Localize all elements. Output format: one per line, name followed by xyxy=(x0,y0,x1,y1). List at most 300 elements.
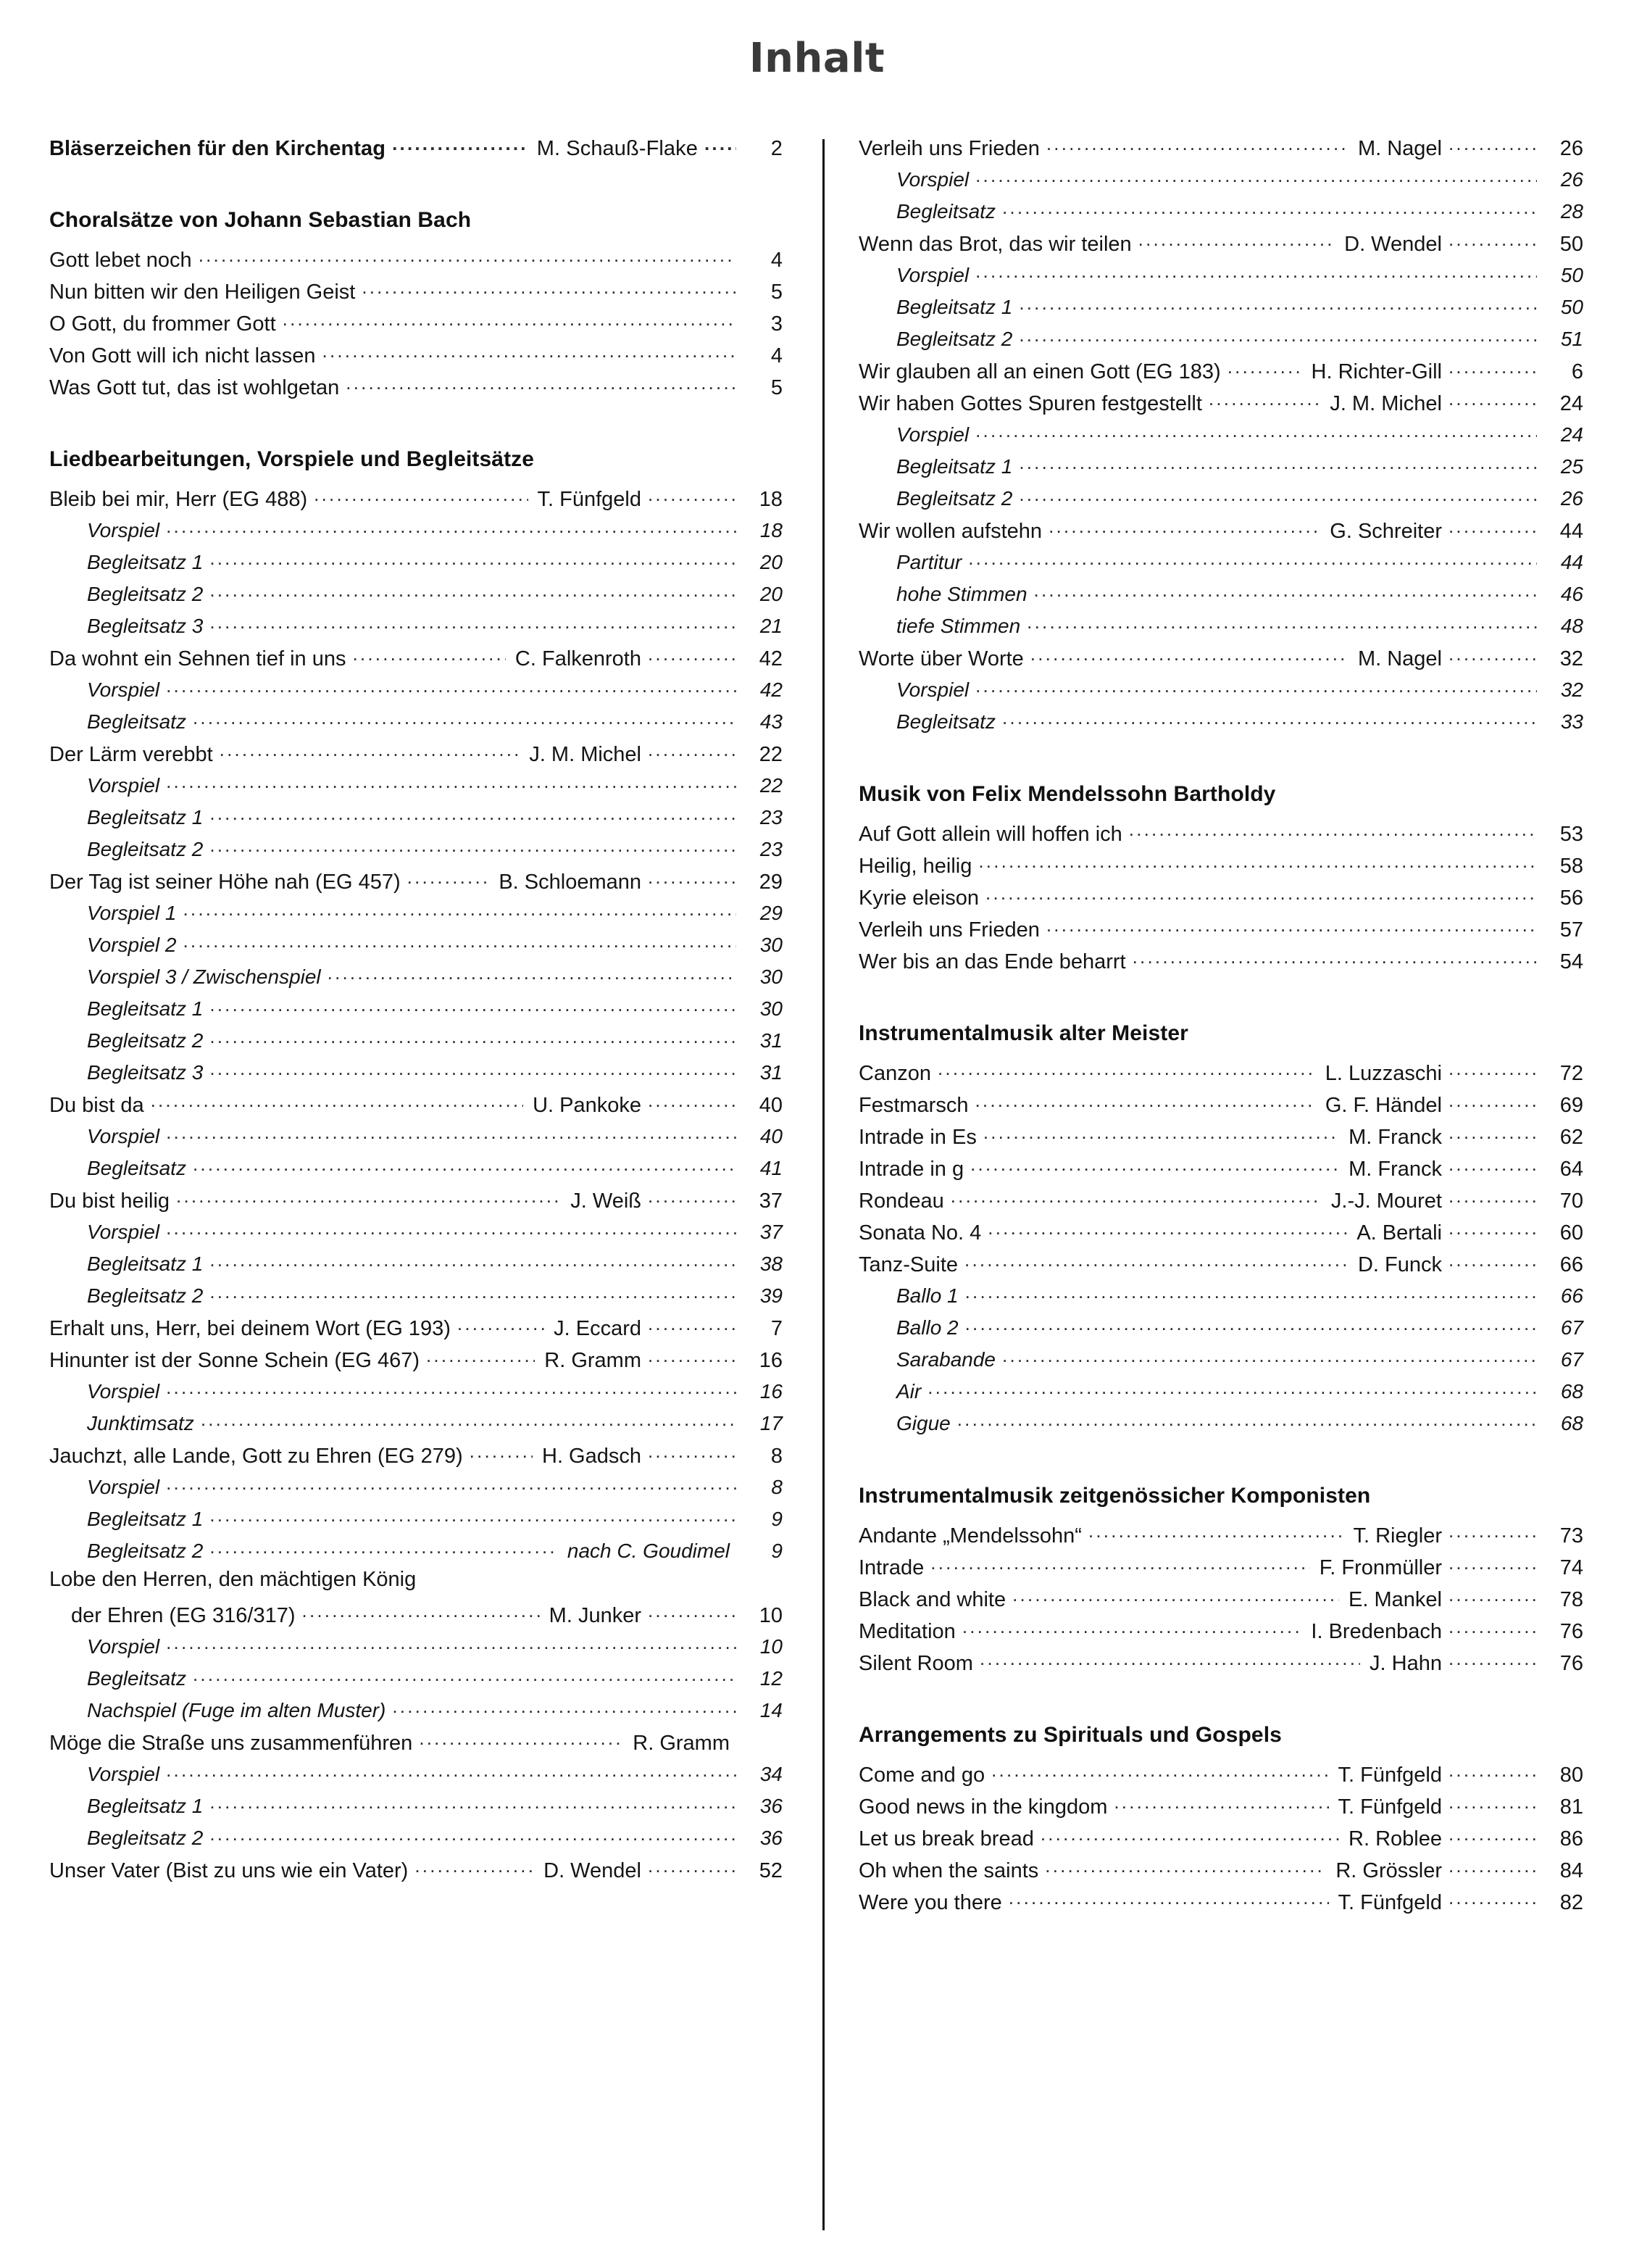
toc-section-entry[interactable] xyxy=(49,134,783,166)
toc-entry[interactable] xyxy=(49,740,783,772)
toc-sub-entry[interactable] xyxy=(859,421,1583,453)
toc-sub-entry[interactable] xyxy=(49,1793,783,1824)
dot-leader-secondary xyxy=(1448,1250,1537,1271)
entry-page-number: 26 xyxy=(1560,168,1583,191)
toc-sub-entry[interactable] xyxy=(49,549,783,581)
toc-entry[interactable] xyxy=(859,1059,1583,1091)
entry-title: Nachspiel (Fuge im alten Muster) xyxy=(87,1699,386,1721)
toc-sub-entry[interactable] xyxy=(49,1059,783,1091)
entry-title: Begleitsatz 2 xyxy=(87,1029,204,1052)
entry-author: M. Franck xyxy=(1349,1158,1442,1181)
dot-leader xyxy=(928,1378,1537,1398)
entry-title: Unser Vater (Bist zu uns wie ein Vater) xyxy=(49,1859,409,1882)
entry-title: Begleitsatz 2 xyxy=(87,838,204,860)
dot-leader xyxy=(1088,1521,1344,1542)
entry-title: Ballo 1 xyxy=(896,1284,959,1307)
entry-page-number: 18 xyxy=(759,519,783,541)
toc-entry[interactable] xyxy=(859,1250,1583,1282)
entry-author: C. Falkenroth xyxy=(514,647,641,670)
entry-title: Begleitsatz 2 xyxy=(87,1540,204,1562)
dot-leader-secondary xyxy=(1448,1155,1537,1176)
entry-page-number: 30 xyxy=(759,965,783,988)
entry-title: O Gott, du frommer Gott xyxy=(49,312,276,336)
toc-sub-entry[interactable] xyxy=(49,1537,783,1569)
entry-title: Wir haben Gottes Spuren festgestellt xyxy=(859,392,1202,415)
toc-entry[interactable] xyxy=(49,373,783,405)
entry-title: Begleitsatz 1 xyxy=(87,1508,204,1530)
entry-title: Intrade in g xyxy=(859,1158,964,1181)
toc-sub-entry[interactable] xyxy=(49,581,783,612)
entry-page-number: 10 xyxy=(759,1635,783,1658)
toc-sub-entry[interactable] xyxy=(49,1378,783,1410)
entry-author: J. M. Michel xyxy=(1330,392,1442,415)
toc-sub-entry[interactable] xyxy=(49,963,783,995)
toc-entry[interactable] xyxy=(859,1888,1583,1920)
dot-leader-secondary xyxy=(648,1601,736,1622)
entry-title: Partitur xyxy=(896,551,962,573)
entry-page-number: 4 xyxy=(770,249,783,272)
entry-title: Der Tag ist seiner Höhe nah (EG 457) xyxy=(49,871,401,894)
toc-sub-entry[interactable] xyxy=(49,931,783,963)
entry-page-number: 53 xyxy=(1559,823,1583,846)
dot-leader xyxy=(1045,1856,1326,1877)
dot-leader xyxy=(1049,517,1320,538)
entry-title: Ballo 2 xyxy=(896,1316,959,1339)
entry-title: Were you there xyxy=(859,1891,1002,1914)
dot-leader xyxy=(193,708,736,728)
entry-page-number: 67 xyxy=(1560,1348,1583,1371)
entry-page-number: 62 xyxy=(1559,1126,1583,1149)
dot-leader xyxy=(991,1761,1328,1782)
toc-sub-entry[interactable] xyxy=(49,1633,783,1665)
entry-title: Wir wollen aufstehn xyxy=(859,520,1043,543)
dot-leader xyxy=(414,1856,534,1877)
toc-sub-entry[interactable] xyxy=(49,1218,783,1250)
toc-entry[interactable] xyxy=(859,1187,1583,1218)
entry-author: R. Gramm xyxy=(544,1349,641,1372)
dot-leader xyxy=(419,1729,623,1750)
entry-author: G. F. Händel xyxy=(1325,1094,1442,1117)
entry-author: H. Gadsch xyxy=(542,1445,641,1468)
toc-sub-entry[interactable] xyxy=(859,708,1583,740)
dot-leader xyxy=(183,900,736,920)
entry-author: M. Schauß-Flake xyxy=(536,137,698,160)
entry-title: Bleib bei mir, Herr (EG 488) xyxy=(49,488,308,511)
dot-leader xyxy=(209,836,736,856)
toc-entry[interactable] xyxy=(49,310,783,341)
toc-sub-entry[interactable] xyxy=(49,1505,783,1537)
section-heading: Instrumentalmusik zeitgenössicher Komponisten xyxy=(859,1484,1371,1508)
toc-sub-entry[interactable] xyxy=(859,1314,1583,1346)
toc-entry[interactable] xyxy=(49,278,783,310)
entry-title: Begleitsatz 1 xyxy=(896,455,1013,478)
toc-entry[interactable] xyxy=(859,1793,1583,1824)
dot-leader xyxy=(1034,581,1537,601)
entry-page-number: 40 xyxy=(759,1125,783,1147)
toc-sub-entry[interactable] xyxy=(49,772,783,804)
dot-leader xyxy=(1114,1793,1328,1814)
entry-page-number: 20 xyxy=(759,551,783,573)
dot-leader-secondary xyxy=(648,868,736,889)
dot-leader xyxy=(201,1410,736,1430)
toc-entry[interactable] xyxy=(859,1761,1583,1793)
dot-leader xyxy=(1133,947,1537,968)
entry-title: Festmarsch xyxy=(859,1094,969,1117)
dot-leader-secondary xyxy=(704,134,736,155)
toc-sub-entry[interactable] xyxy=(859,612,1583,644)
entry-page-number: 23 xyxy=(759,806,783,828)
toc-sub-entry[interactable] xyxy=(859,198,1583,230)
entry-title: Begleitsatz 1 xyxy=(87,1795,204,1817)
section-entries xyxy=(49,485,783,1888)
toc-sub-entry[interactable] xyxy=(49,1250,783,1282)
toc-sub-entry[interactable] xyxy=(49,836,783,868)
dot-leader xyxy=(166,517,736,537)
dot-leader xyxy=(983,1123,1339,1144)
toc-sub-entry[interactable] xyxy=(49,900,783,931)
entry-title: Good news in the kingdom xyxy=(859,1795,1108,1819)
entry-title: Was Gott tut, das ist wohlgetan xyxy=(49,376,340,399)
dot-leader xyxy=(980,1649,1360,1670)
dot-leader xyxy=(930,1553,1310,1574)
dot-leader xyxy=(209,1059,736,1079)
entry-page-number: 32 xyxy=(1560,678,1583,701)
toc-sub-entry[interactable] xyxy=(49,1474,783,1505)
toc-sub-entry[interactable] xyxy=(49,1155,783,1187)
entry-page-number: 50 xyxy=(1560,264,1583,286)
dot-leader-secondary xyxy=(1448,517,1537,538)
dot-leader xyxy=(362,278,736,299)
toc-sub-entry[interactable] xyxy=(49,612,783,644)
dot-leader xyxy=(1012,1585,1339,1606)
dot-leader xyxy=(975,421,1537,441)
entry-page-number: 76 xyxy=(1559,1652,1583,1675)
toc-sub-entry[interactable] xyxy=(859,262,1583,294)
toc-entry[interactable] xyxy=(49,1346,783,1378)
toc-sub-entry[interactable] xyxy=(859,485,1583,517)
toc-entry[interactable] xyxy=(859,1856,1583,1888)
entry-title: Wer bis an das Ende beharrt xyxy=(859,950,1126,973)
toc-entry[interactable] xyxy=(49,246,783,278)
entry-page-number: 24 xyxy=(1560,423,1583,446)
entry-author: R. Roblee xyxy=(1349,1827,1442,1850)
dot-leader xyxy=(968,549,1537,569)
entry-title: Begleitsatz xyxy=(87,1667,186,1690)
dot-leader-secondary xyxy=(1448,1091,1537,1112)
toc-entry[interactable] xyxy=(49,485,783,517)
dot-leader xyxy=(470,1442,533,1463)
entry-title: Gigue xyxy=(896,1412,951,1434)
entry-page-number: 74 xyxy=(1559,1556,1583,1579)
toc-entry[interactable] xyxy=(49,341,783,373)
toc-entry[interactable] xyxy=(859,915,1583,947)
dot-leader xyxy=(328,963,736,984)
toc-entry[interactable] xyxy=(859,820,1583,852)
toc-entry[interactable] xyxy=(859,389,1583,421)
entry-title: hohe Stimmen xyxy=(896,583,1027,605)
page-title: Inhalt xyxy=(749,35,885,82)
entry-title: Begleitsatz 3 xyxy=(87,615,204,637)
toc-sub-entry[interactable] xyxy=(49,676,783,708)
entry-page-number: 78 xyxy=(1559,1588,1583,1611)
dot-leader xyxy=(1129,820,1537,841)
entry-title: Nun bitten wir den Heiligen Geist xyxy=(49,281,356,304)
entry-title: Vorspiel 3 / Zwischenspiel xyxy=(87,965,321,988)
dot-leader xyxy=(302,1601,540,1622)
toc-sub-entry[interactable] xyxy=(859,453,1583,485)
dot-leader xyxy=(166,1761,736,1781)
toc-sub-entry[interactable] xyxy=(859,1346,1583,1378)
dot-leader-secondary xyxy=(648,644,736,665)
toc-entry[interactable] xyxy=(859,1649,1583,1681)
dot-leader xyxy=(970,1155,1339,1176)
dot-leader-secondary xyxy=(648,1346,736,1367)
entry-author: R. Gramm xyxy=(633,1732,730,1755)
dot-leader xyxy=(1009,1888,1329,1909)
toc-entry[interactable] xyxy=(859,1553,1583,1585)
toc-entry[interactable] xyxy=(49,1091,783,1123)
section-entries xyxy=(859,1761,1583,1920)
entry-author: M. Nagel xyxy=(1357,137,1442,160)
toc-sub-entry[interactable] xyxy=(859,1282,1583,1314)
dot-leader xyxy=(1046,134,1349,155)
toc-sub-entry[interactable] xyxy=(49,1123,783,1155)
toc-sub-entry[interactable] xyxy=(49,1410,783,1442)
entry-author: F. Fronmüller xyxy=(1319,1556,1442,1579)
toc-entry[interactable] xyxy=(49,1314,783,1346)
entry-title: Begleitsatz xyxy=(896,200,996,223)
toc-sub-entry[interactable] xyxy=(859,166,1583,198)
entry-page-number: 26 xyxy=(1559,137,1583,160)
entry-page-number: 10 xyxy=(759,1604,783,1627)
entry-page-number: 46 xyxy=(1560,583,1583,605)
entry-page-number: 34 xyxy=(759,1763,783,1785)
dot-leader xyxy=(1030,644,1349,665)
dot-leader xyxy=(209,995,736,1015)
toc-entry[interactable] xyxy=(49,1601,783,1633)
toc-entry[interactable] xyxy=(859,357,1583,389)
entry-page-number: 16 xyxy=(759,1349,783,1372)
entry-page-number: 28 xyxy=(1560,200,1583,223)
toc-columns xyxy=(0,134,1634,1920)
entry-author: T. Fünfgeld xyxy=(537,488,641,511)
dot-leader xyxy=(978,852,1537,873)
toc-entry[interactable] xyxy=(49,1442,783,1474)
toc-entry[interactable] xyxy=(49,644,783,676)
entry-title: Gott lebet noch xyxy=(49,249,192,272)
entry-title: Vorspiel xyxy=(87,1635,160,1658)
entry-page-number: 44 xyxy=(1560,551,1583,573)
entry-title: Der Lärm verebbt xyxy=(49,743,213,766)
toc-entry[interactable] xyxy=(859,644,1583,676)
entry-title: Vorspiel 1 xyxy=(87,902,177,924)
toc-entry[interactable] xyxy=(859,1824,1583,1856)
toc-sub-entry[interactable] xyxy=(49,1697,783,1729)
toc-entry[interactable] xyxy=(859,517,1583,549)
entry-page-number: 67 xyxy=(1560,1316,1583,1339)
dot-leader xyxy=(457,1314,544,1335)
toc-sub-entry[interactable] xyxy=(49,1761,783,1793)
toc-sub-entry[interactable] xyxy=(49,517,783,549)
entry-title: Begleitsatz xyxy=(87,1157,186,1179)
entry-page-number: 18 xyxy=(759,488,783,511)
section-entries xyxy=(859,820,1583,979)
entry-page-number: 57 xyxy=(1559,918,1583,942)
entry-page-number: 37 xyxy=(759,1189,783,1213)
entry-page-number: 12 xyxy=(759,1667,783,1690)
dot-leader xyxy=(985,884,1537,905)
dot-leader-secondary xyxy=(1448,1617,1537,1638)
dot-leader-secondary xyxy=(1448,1793,1537,1814)
section-heading: Liedbearbeitungen, Vorspiele und Begleitsätze xyxy=(49,447,535,471)
entry-title: Canzon xyxy=(859,1062,931,1085)
dot-leader xyxy=(426,1346,535,1367)
dot-leader xyxy=(193,1155,736,1175)
entry-author: A. Bertali xyxy=(1356,1221,1442,1245)
entry-title: Air xyxy=(896,1380,922,1403)
toc-sub-entry[interactable] xyxy=(859,676,1583,708)
dot-leader-secondary xyxy=(1448,1888,1537,1909)
dot-leader-secondary xyxy=(1448,1761,1537,1782)
dot-leader-secondary xyxy=(1448,1123,1537,1144)
toc-sub-entry[interactable] xyxy=(49,1824,783,1856)
entry-page-number: 38 xyxy=(759,1253,783,1275)
entry-page-number: 31 xyxy=(759,1061,783,1084)
dot-leader xyxy=(166,676,736,697)
entry-title: der Ehren (EG 316/317) xyxy=(71,1604,296,1627)
entry-title: Vorspiel xyxy=(87,1125,160,1147)
toc-sub-entry[interactable] xyxy=(49,1282,783,1314)
dot-leader-secondary xyxy=(1448,1059,1537,1080)
entry-author: I. Bredenbach xyxy=(1311,1620,1442,1643)
entry-author: L. Luzzaschi xyxy=(1325,1062,1442,1085)
toc-sub-entry[interactable] xyxy=(49,1665,783,1697)
section-entries xyxy=(49,246,783,405)
entry-page-number: 76 xyxy=(1559,1620,1583,1643)
dot-leader xyxy=(151,1091,524,1112)
entry-page-number: 58 xyxy=(1559,855,1583,878)
entry-title: Begleitsatz 2 xyxy=(896,487,1013,510)
entry-page-number: 9 xyxy=(771,1508,783,1530)
dot-leader xyxy=(964,1250,1349,1271)
entry-title: Da wohnt ein Sehnen tief in uns xyxy=(49,647,346,670)
entry-author: B. Schloemann xyxy=(499,871,641,894)
entry-title: Vorspiel xyxy=(896,264,970,286)
dot-leader xyxy=(166,1218,736,1239)
entry-title: Vorspiel xyxy=(896,168,970,191)
toc-entry[interactable] xyxy=(859,1123,1583,1155)
dot-leader xyxy=(951,1187,1322,1208)
toc-entry[interactable] xyxy=(859,884,1583,915)
entry-title: Sarabande xyxy=(896,1348,996,1371)
entry-page-number: 50 xyxy=(1559,233,1583,256)
toc-sub-entry[interactable] xyxy=(859,549,1583,581)
dot-leader xyxy=(346,373,736,394)
dot-leader-secondary xyxy=(1448,1218,1537,1239)
entry-title: Tanz-Suite xyxy=(859,1253,959,1276)
toc-sub-entry[interactable] xyxy=(859,1378,1583,1410)
toc-entry[interactable] xyxy=(859,1521,1583,1553)
dot-leader-secondary xyxy=(648,1091,736,1112)
section-entries xyxy=(859,1521,1583,1681)
toc-sub-entry[interactable] xyxy=(859,581,1583,612)
dot-leader xyxy=(166,1123,736,1143)
toc-sub-entry[interactable] xyxy=(859,1410,1583,1442)
entry-page-number: 82 xyxy=(1559,1891,1583,1914)
toc-entry[interactable] xyxy=(859,230,1583,262)
toc-entry[interactable] xyxy=(49,1729,783,1761)
dot-leader xyxy=(209,612,736,633)
section-entries xyxy=(859,134,1583,740)
toc-entry[interactable] xyxy=(859,1218,1583,1250)
toc-entry[interactable] xyxy=(859,134,1583,166)
entry-page-number: 81 xyxy=(1559,1795,1583,1819)
entry-page-number: 39 xyxy=(759,1284,783,1307)
toc-entry[interactable] xyxy=(859,1585,1583,1617)
toc-entry[interactable] xyxy=(49,1569,783,1601)
toc-sub-entry[interactable] xyxy=(49,1027,783,1059)
toc-sub-entry[interactable] xyxy=(859,294,1583,325)
toc-entry[interactable] xyxy=(859,852,1583,884)
entry-title: Kyrie eleison xyxy=(859,886,980,910)
dot-leader-secondary xyxy=(648,1187,736,1208)
entry-title: Begleitsatz 1 xyxy=(87,1253,204,1275)
toc-entry[interactable] xyxy=(859,1617,1583,1649)
dot-leader xyxy=(166,772,736,792)
toc-entry[interactable] xyxy=(859,947,1583,979)
entry-author: H. Richter-Gill xyxy=(1311,360,1442,383)
dot-leader xyxy=(957,1410,1537,1430)
dot-leader xyxy=(314,485,528,506)
toc-sub-entry[interactable] xyxy=(49,804,783,836)
entry-page-number: 44 xyxy=(1559,520,1583,543)
toc-sub-entry[interactable] xyxy=(859,325,1583,357)
entry-author: E. Mankel xyxy=(1349,1588,1442,1611)
toc-sub-entry[interactable] xyxy=(49,708,783,740)
toc-sub-entry[interactable] xyxy=(49,995,783,1027)
entry-page-number: 56 xyxy=(1559,886,1583,910)
entry-title: Vorspiel xyxy=(87,1380,160,1403)
section-heading: Arrangements zu Spirituals und Gospels xyxy=(859,1723,1282,1747)
entry-page-number: 60 xyxy=(1559,1221,1583,1245)
dot-leader xyxy=(1019,485,1537,505)
dot-leader xyxy=(353,644,506,665)
toc-entry[interactable] xyxy=(49,1187,783,1218)
entry-page-number: 70 xyxy=(1559,1189,1583,1213)
entry-page-number: 8 xyxy=(771,1476,783,1498)
toc-entry[interactable] xyxy=(49,1856,783,1888)
dot-leader xyxy=(975,262,1537,282)
entry-title: Vorspiel xyxy=(87,1221,160,1243)
entry-title: Let us break bread xyxy=(859,1827,1034,1850)
dot-leader xyxy=(209,1793,736,1813)
entry-author: U. Pankoke xyxy=(533,1094,641,1117)
entry-page-number: 36 xyxy=(759,1827,783,1849)
entry-page-number: 3 xyxy=(770,312,783,336)
toc-entry[interactable] xyxy=(49,868,783,900)
dot-leader-secondary xyxy=(1448,1521,1537,1542)
toc-entry[interactable] xyxy=(859,1155,1583,1187)
dot-leader xyxy=(1138,230,1335,251)
dot-leader-secondary xyxy=(1448,134,1537,155)
entry-page-number: 43 xyxy=(759,710,783,733)
entry-title: Worte über Worte xyxy=(859,647,1024,670)
toc-entry[interactable] xyxy=(859,1091,1583,1123)
entry-page-number: 31 xyxy=(759,1029,783,1052)
entry-page-number: 5 xyxy=(770,281,783,304)
entry-page-number: 9 xyxy=(771,1540,783,1562)
left-column xyxy=(0,134,822,1888)
